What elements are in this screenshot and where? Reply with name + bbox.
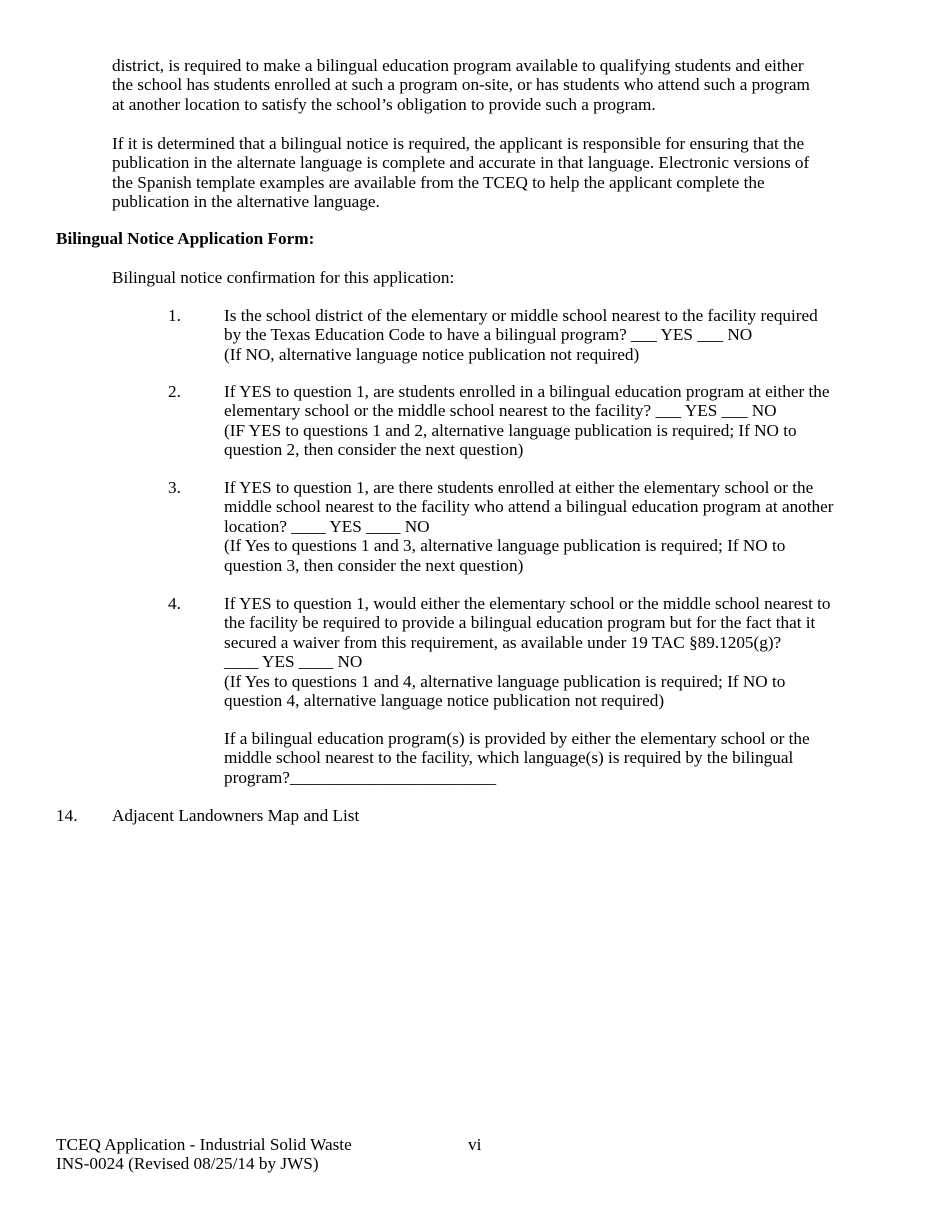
text-line: district, is required to make a bilingual education program available to qualifying students and either (112, 56, 804, 75)
question-number: 4. (168, 594, 181, 613)
footer (56, 1135, 352, 1174)
text-line: If YES to question 1, would either the elementary school or the middle school nearest to (224, 594, 831, 613)
text-line: at another location to satisfy the school’s obligation to provide such a program. (112, 94, 656, 114)
text-line: Is the school district of the elementary or middle school nearest to the facility required (224, 306, 818, 325)
intro-paragraph-1 (112, 56, 897, 114)
text-line: the Spanish template examples are available from the TCEQ to help the applicant complete the (112, 172, 765, 192)
section-title: Adjacent Landowners Map and List (112, 806, 360, 825)
footer-title: TCEQ Application - Industrial Solid Waste (56, 1135, 352, 1154)
text-line: question 4, alternative language notice publication not required) (224, 691, 665, 711)
question-text (224, 478, 908, 575)
question-text (224, 594, 908, 710)
text-line: (If Yes to questions 1 and 3, alternative language publication is required; If NO to (224, 536, 786, 556)
section-number: 14. (56, 806, 78, 825)
text-line: If YES to question 1, are there students enrolled at either the elementary school or the (224, 478, 814, 497)
text-line: (If NO, alternative language notice publication not required) (224, 344, 640, 364)
text-line: If it is determined that a bilingual notice is required, the applicant is responsible for ensuring that the (112, 134, 805, 153)
text-line: question 2, then consider the next question) (224, 440, 524, 460)
text-line: publication in the alternative language. (112, 192, 380, 212)
text-line: the facility be required to provide a bilingual education program but for the fact that it (224, 613, 816, 633)
yes-no-line[interactable]: elementary school or the middle school nearest to the facility? ___ YES ___ NO (224, 401, 777, 421)
intro-paragraph-2 (112, 134, 897, 212)
yes-no-line[interactable]: by the Texas Education Code to have a bilingual program? ___ YES ___ NO (224, 325, 753, 345)
question-text (224, 382, 908, 460)
language-answer-line[interactable]: program?________________________ (224, 767, 497, 787)
footer-form-number: INS-0024 (Revised 08/25/14 by JWS) (56, 1154, 319, 1174)
text-line: middle school nearest to the facility, which language(s) is required by the bilingual (224, 748, 794, 768)
question-number: 2. (168, 382, 181, 401)
yes-no-line[interactable]: location? ____ YES ____ NO (224, 516, 430, 536)
text-line: question 3, then consider the next question) (224, 555, 524, 575)
text-line: (If Yes to questions 1 and 4, alternative language publication is required; If NO to (224, 671, 786, 691)
question-number: 3. (168, 478, 181, 497)
text-line: middle school nearest to the facility who attend a bilingual education program at another (224, 497, 834, 517)
text-line: (IF YES to questions 1 and 2, alternative language publication is required; If NO to (224, 420, 797, 440)
form-heading: Bilingual Notice Application Form: (56, 229, 315, 248)
text-line: If YES to question 1, are students enrolled in a bilingual education program at either the (224, 382, 830, 401)
page-number: vi (468, 1135, 482, 1154)
yes-no-line[interactable]: ____ YES ____ NO (224, 652, 363, 672)
text-line: publication in the alternate language is complete and accurate in that language. Electronic versions of (112, 153, 810, 173)
question-text (224, 729, 908, 787)
question-number: 1. (168, 306, 181, 325)
text-line: secured a waiver from this requirement, as available under 19 TAC §89.1205(g)? (224, 632, 782, 652)
text-line: the school has students enrolled at such a program on-site, or has students who attend such a program (112, 75, 810, 95)
form-intro: Bilingual notice confirmation for this application: (112, 268, 455, 287)
text-line: If a bilingual education program(s) is provided by either the elementary school or the (224, 729, 810, 748)
question-text (224, 306, 908, 364)
